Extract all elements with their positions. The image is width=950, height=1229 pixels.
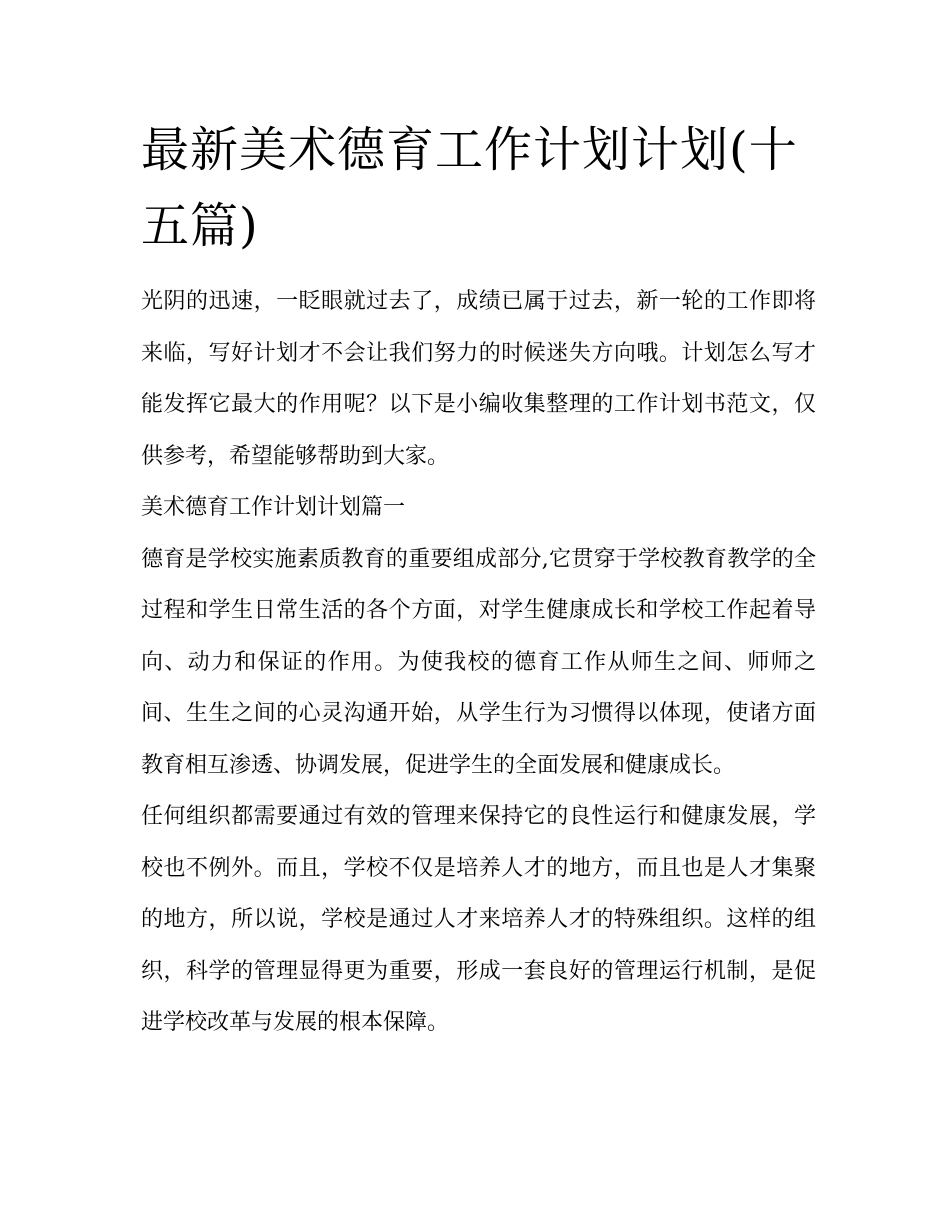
body-paragraph-1: 德育是学校实施素质教育的重要组成部分,它贯穿于学校教育教学的全过程和学生日常生活的各个方面，对学生健康成长和学校工作起着导向、动力和保证的作用。为使我校的德育工作从师生之间、师师之间、生生之间的心灵沟通开始，从学生行为习惯得以体现，使诸方面教育相互渗透、协调发展，促进学生的全面发展和健康成长。 <box>141 546 816 778</box>
body-paragraph-2: 任何组织都需要通过有效的管理来保持它的良性运行和健康发展，学校也不例外。而且，学校不仅是培养人才的地方，而且也是人才集聚的地方，所以说，学校是通过人才来培养人才的特殊组织。这样的组织，科学的管理显得更为重要，形成一套良好的管理运行机制，是促进学校改革与发展的根本保障。 <box>141 804 816 1035</box>
document-title: 最新美术德育工作计划计划(十五篇) <box>141 122 798 254</box>
section-heading: 美术德育工作计划计划篇一 <box>141 495 406 520</box>
intro-paragraph: 光阴的迅速，一眨眼就过去了，成绩已属于过去，新一轮的工作即将来临，写好计划才不会让我们努力的时候迷失方向哦。计划怎么写才能发挥它最大的作用呢？以下是小编收集整理的工作计划书范文，仅供参考，希望能够帮助到大家。 <box>141 289 816 469</box>
document-body <box>141 276 816 1049</box>
